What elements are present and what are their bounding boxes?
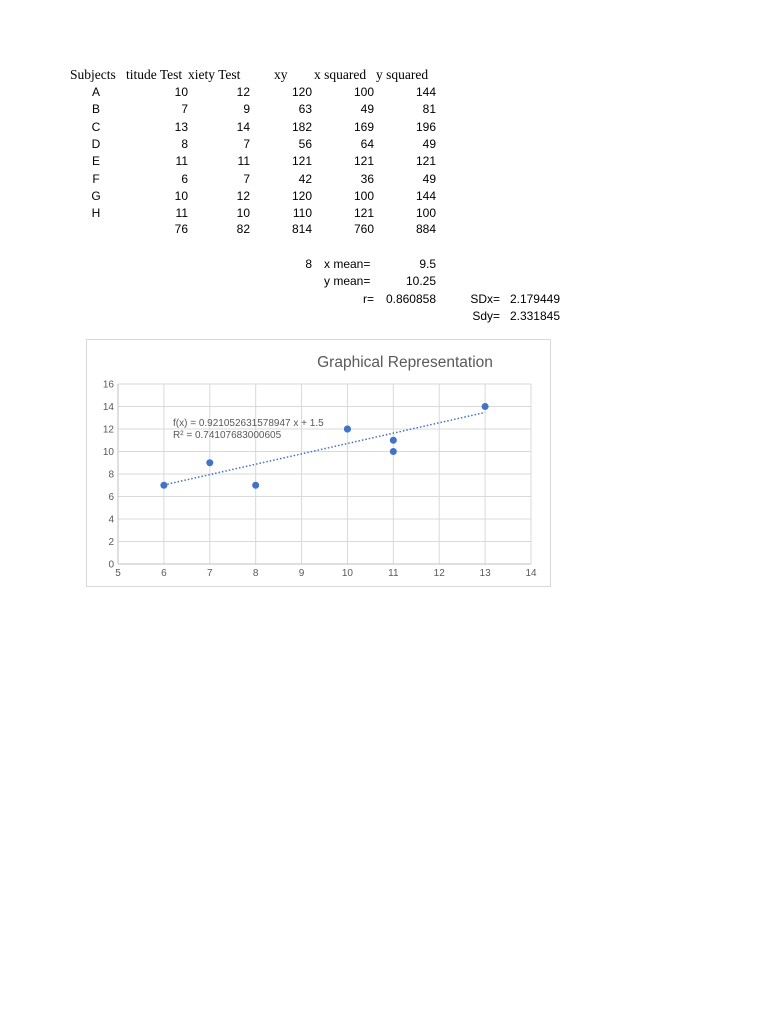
table-cell-subject: E bbox=[91, 154, 100, 169]
table-cell-x2: 36 bbox=[360, 171, 374, 186]
x-tick-label: 10 bbox=[341, 568, 354, 579]
table-cell-y2: 144 bbox=[415, 85, 436, 99]
table-cell-y2: 196 bbox=[415, 119, 436, 134]
x-tick-label: 13 bbox=[479, 568, 491, 579]
y-tick-label: 8 bbox=[108, 469, 114, 481]
table-cell-x2: 169 bbox=[353, 119, 374, 134]
stat-r: 0.860858 bbox=[385, 292, 436, 306]
stat-sdx: 2.179449 bbox=[509, 292, 560, 306]
data-point[interactable] bbox=[390, 437, 397, 444]
table-cell-x2: 121 bbox=[353, 154, 374, 169]
total-y-squared: 884 bbox=[415, 222, 436, 236]
table-cell-y2: 81 bbox=[422, 102, 436, 117]
stat-n: 8 bbox=[305, 257, 312, 271]
stat-sdy-label: Sdy= bbox=[472, 309, 500, 323]
header-aptitude-test: titude Test bbox=[126, 67, 183, 82]
stat-r-label: r= bbox=[362, 292, 374, 306]
x-tick-label: 9 bbox=[298, 568, 305, 579]
table-cell-y: 10 bbox=[236, 206, 250, 221]
x-tick-label: 14 bbox=[525, 568, 537, 579]
table-cell-xy: 42 bbox=[298, 171, 312, 186]
stat-y-mean: 10.25 bbox=[405, 274, 436, 288]
chart-title: Graphical Representation bbox=[317, 354, 493, 371]
table-cell-x: 10 bbox=[174, 188, 188, 203]
table-cell-subject: C bbox=[91, 119, 101, 134]
table-cell-y: 7 bbox=[243, 171, 250, 186]
y-tick-label: 14 bbox=[102, 402, 114, 413]
table-cell-x: 13 bbox=[174, 119, 188, 134]
total-x: 76 bbox=[174, 222, 188, 236]
table-cell-y: 9 bbox=[243, 102, 250, 117]
table-cell-x: 10 bbox=[174, 85, 188, 99]
table-cell-y: 14 bbox=[236, 119, 250, 134]
table-cell-x: 6 bbox=[181, 171, 188, 186]
trendline-equation: f(x) = 0.921052631578947 x + 1.5 bbox=[173, 418, 324, 429]
table-cell-subject: A bbox=[91, 85, 100, 99]
table-cell-x2: 64 bbox=[360, 136, 374, 151]
chart-svg bbox=[87, 340, 552, 588]
table-cell-x2: 49 bbox=[360, 102, 374, 117]
x-tick-label: 5 bbox=[115, 568, 121, 579]
header-anxiety-test: xiety Test bbox=[188, 67, 241, 82]
total-y: 82 bbox=[236, 222, 250, 236]
table-cell-y: 12 bbox=[236, 188, 250, 203]
table-cell-y2: 144 bbox=[415, 188, 436, 203]
y-tick-label: 4 bbox=[108, 514, 114, 526]
table-cell-x2: 100 bbox=[353, 188, 374, 203]
x-tick-label: 12 bbox=[433, 568, 445, 579]
header-xy: xy bbox=[274, 67, 288, 82]
header-subjects: Subjects bbox=[70, 67, 116, 82]
y-tick-label: 0 bbox=[108, 559, 114, 571]
header-y-squared: y squared bbox=[376, 67, 429, 82]
table-cell-y2: 100 bbox=[415, 206, 436, 221]
stat-y-mean-label: y mean= bbox=[324, 274, 371, 288]
total-xy: 814 bbox=[291, 222, 312, 236]
data-point[interactable] bbox=[344, 426, 351, 433]
stat-sdy: 2.331845 bbox=[509, 309, 560, 323]
y-tick-label: 10 bbox=[102, 447, 114, 458]
table-cell-y: 7 bbox=[243, 136, 250, 151]
y-tick-label: 16 bbox=[102, 379, 114, 391]
table-cell-y2: 49 bbox=[422, 171, 436, 186]
table-cell-subject: F bbox=[92, 171, 100, 186]
data-point[interactable] bbox=[252, 482, 259, 489]
r-squared-label: R² = 0.74107683000605 bbox=[173, 430, 282, 441]
table-cell-y: 12 bbox=[236, 85, 250, 99]
table-cell-subject: B bbox=[91, 102, 100, 117]
table-cell-xy: 182 bbox=[291, 119, 312, 134]
table-cell-x2: 121 bbox=[353, 206, 374, 221]
table-cell-x: 8 bbox=[181, 136, 188, 151]
data-point[interactable] bbox=[482, 403, 489, 410]
table-cell-y2: 49 bbox=[422, 136, 436, 151]
total-x-squared: 760 bbox=[353, 222, 374, 236]
y-tick-label: 12 bbox=[102, 424, 114, 436]
table-cell-subject: D bbox=[91, 136, 101, 151]
stat-x-mean-label: x mean= bbox=[324, 257, 371, 271]
y-tick-label: 2 bbox=[108, 537, 114, 548]
table-cell-xy: 63 bbox=[298, 102, 312, 117]
table-cell-xy: 110 bbox=[292, 206, 312, 221]
table-cell-x2: 100 bbox=[353, 85, 374, 99]
stat-sdx-label: SDx= bbox=[470, 292, 500, 306]
table-cell-xy: 56 bbox=[298, 136, 312, 151]
x-tick-label: 11 bbox=[388, 568, 399, 579]
x-tick-label: 6 bbox=[161, 568, 167, 579]
table-cell-x: 11 bbox=[175, 154, 188, 169]
table-cell-xy: 120 bbox=[291, 85, 312, 99]
stat-x-mean: 9.5 bbox=[419, 257, 436, 271]
header-x-squared: x squared bbox=[314, 67, 367, 82]
y-tick-label: 6 bbox=[108, 492, 114, 503]
table-cell-x: 7 bbox=[181, 102, 188, 117]
table-cell-subject: G bbox=[91, 188, 101, 203]
x-tick-label: 7 bbox=[206, 568, 213, 579]
table-cell-xy: 120 bbox=[291, 188, 312, 203]
data-point[interactable] bbox=[390, 448, 397, 455]
data-point[interactable] bbox=[206, 459, 213, 466]
table-cell-y2: 121 bbox=[415, 154, 436, 169]
x-tick-label: 8 bbox=[252, 568, 259, 579]
table-cell-xy: 121 bbox=[291, 154, 312, 169]
table-cell-subject: H bbox=[91, 206, 101, 221]
table-cell-x: 11 bbox=[175, 206, 188, 221]
scatter-chart[interactable] bbox=[86, 339, 551, 587]
table-cell-y: 11 bbox=[237, 154, 250, 169]
data-point[interactable] bbox=[160, 482, 167, 489]
